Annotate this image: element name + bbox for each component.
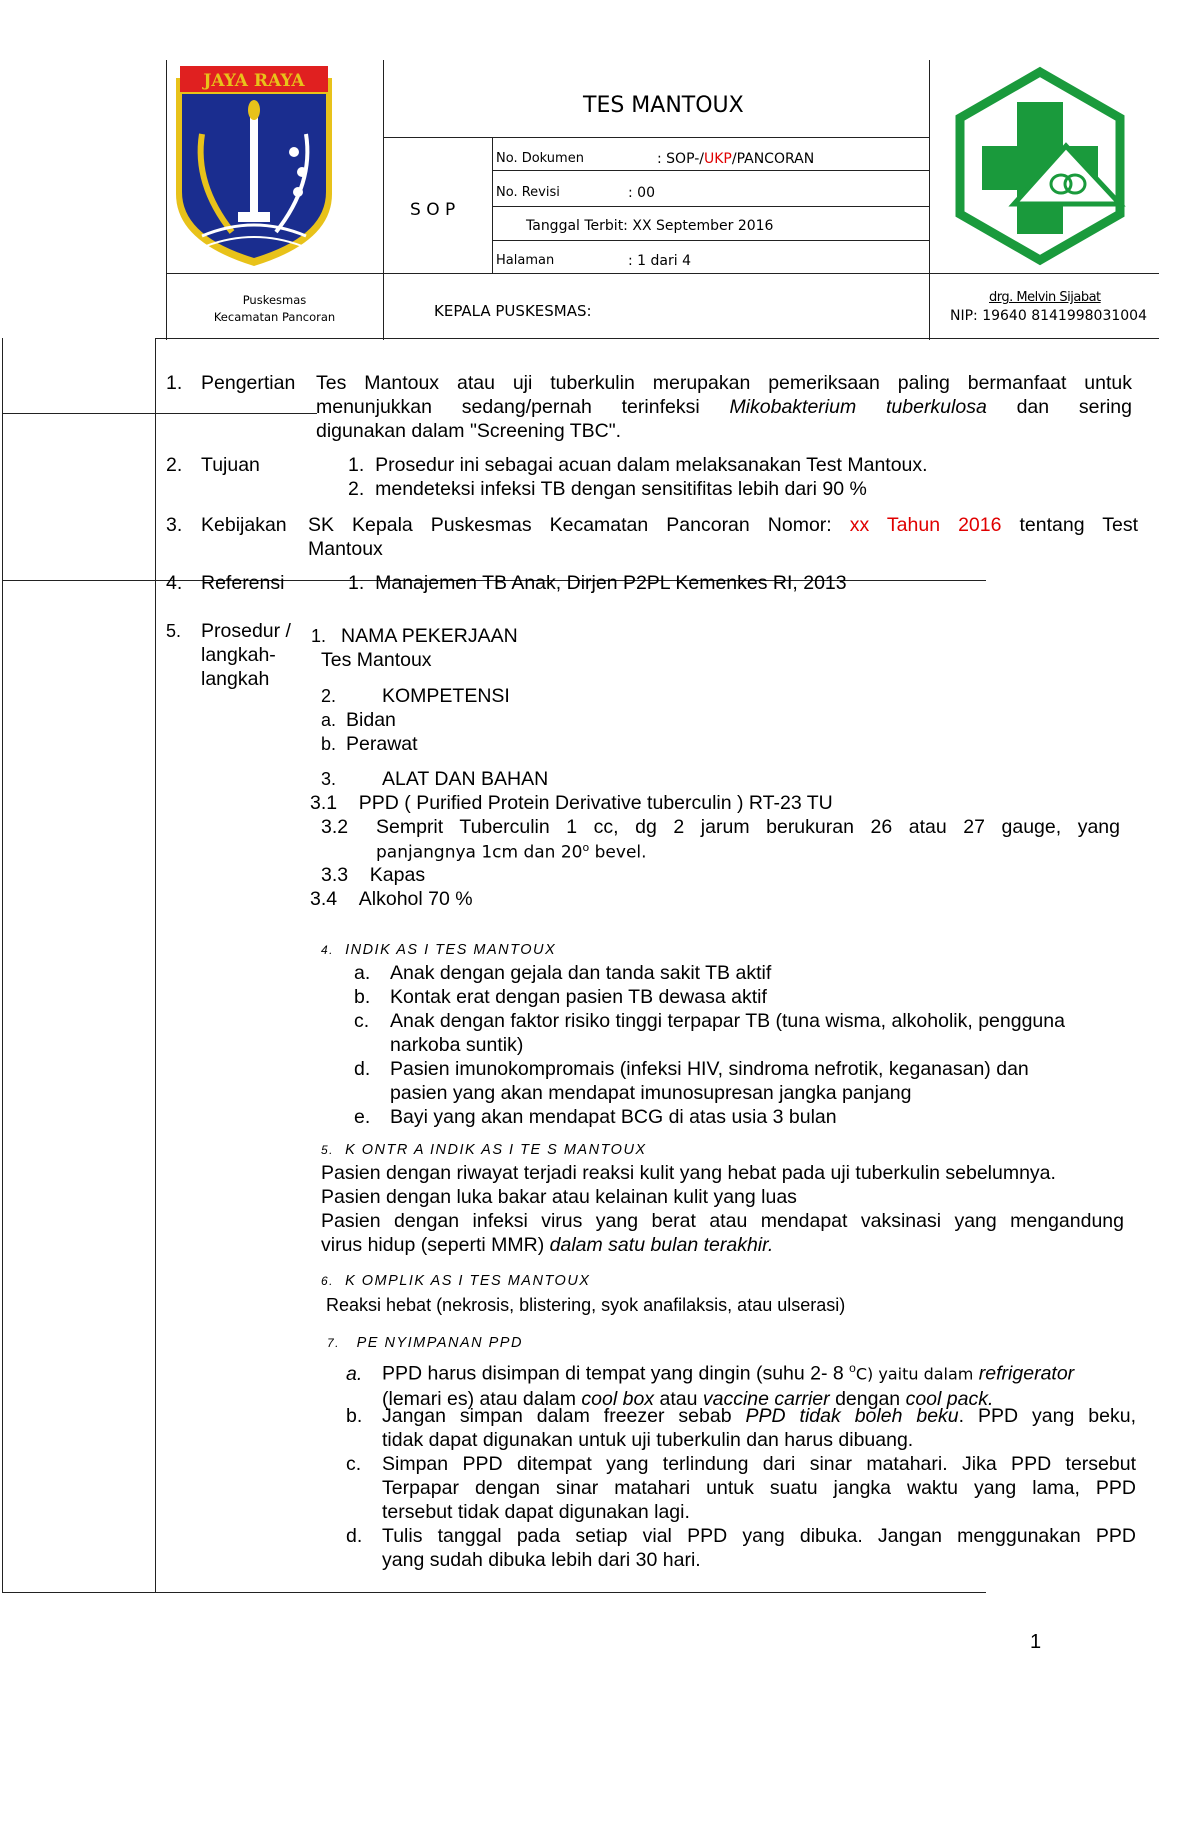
puskesmas-green-cross-icon xyxy=(950,66,1130,266)
material-item: Semprit Tuberculin 1 cc, dg 2 jarum berukuran 26 atau 27 gauge, yang xyxy=(376,816,1120,838)
sop-label: S O P xyxy=(410,200,456,220)
section-5-number: 5. xyxy=(166,621,182,641)
jaya-raya-emblem-icon xyxy=(172,64,336,270)
head-name: drg. Melvin Sijabat xyxy=(989,290,1101,305)
header-line-1 xyxy=(383,137,929,138)
storage-item-a: a. PPD harus disimpan di tempat yang dingin (suhu 2- 8 $^o$C) yaitu dalam refrigerator (lemari es) atau dalam cool box atau vaccine carrier dengan cool pack. xyxy=(346,1361,1075,1410)
body-rule-1 xyxy=(2,413,317,414)
header-line-3 xyxy=(492,206,929,207)
indication-item: a. Anak dengan gejala dan tanda sakit TB aktif xyxy=(354,962,772,984)
revision-value: : 00 xyxy=(628,185,655,201)
page-title: TES MANTOUX xyxy=(583,93,744,118)
body-column-divider xyxy=(155,338,156,1592)
reference-item: 1. Manajemen TB Anak, Dirjen P2PL Kemenkes RI, 2013 xyxy=(348,572,847,594)
competency-item: a. Bidan xyxy=(321,709,396,731)
indication-item-continuation: narkoba suntik) xyxy=(390,1034,524,1056)
doc-number-value: : SOP-/UKP/PANCORAN xyxy=(657,151,815,167)
section-1-number: 1. xyxy=(166,372,183,394)
section-3-text: SK Kepala Puskesmas Kecamatan Pancoran Nomor: xx Tahun 2016 tentang Test Mantoux xyxy=(308,514,1138,560)
indication-item: d. Pasien imunokompromais (infeksi HIV, sindroma nefrotik, keganasan) dan xyxy=(354,1058,1029,1080)
section-3-label: Kebijakan xyxy=(201,514,287,536)
objective-item: 1. Prosedur ini sebagai acuan dalam melaksanakan Test Mantoux. xyxy=(348,454,928,476)
indication-item-continuation: pasien yang akan mendapat imunosupresan jangka panjang xyxy=(390,1082,912,1104)
doc-number-label: No. Dokumen xyxy=(496,151,584,166)
procedure-2-title: KOMPETENSI xyxy=(382,685,510,707)
section-5-label: Prosedur / langkah- langkah xyxy=(201,620,291,690)
objective-item: 2. mendeteksi infeksi TB dengan sensitifitas lebih dari 90 % xyxy=(348,478,867,500)
indication-item: e. Bayi yang akan mendapat BCG di atas usia 3 bulan xyxy=(354,1106,837,1128)
section-1-label: Pengertian xyxy=(201,372,296,394)
section-4-number: 4. xyxy=(166,572,183,594)
indication-list xyxy=(354,961,1124,1129)
issue-date: Tanggal Terbit: XX September 2016 xyxy=(526,218,774,234)
page-label: Halaman xyxy=(496,253,555,268)
header-divider-2 xyxy=(492,137,493,273)
contraindication-line: Pasien dengan riwayat terjadi reaksi kulit yang hebat pada uji tuberkulin sebelumnya. xyxy=(321,1162,1056,1184)
storage-item-d: d. Tulis tanggal pada setiap vial PPD yang dibuka. Jangan menggunakan PPD yang sudah dibuka lebih dari 30 hari. xyxy=(346,1525,1136,1571)
section-2-label: Tujuan xyxy=(201,454,260,476)
procedure-3-number: 3. xyxy=(321,769,337,789)
procedure-1-text: Tes Mantoux xyxy=(321,649,432,671)
page-number: 1 xyxy=(1030,1631,1042,1653)
storage-item-b: b. Jangan simpan dalam freezer sebab PPD tidak boleh beku. PPD yang beku, tidak dapat digunakan untuk uji tuberkulin dan harus dibuang. xyxy=(346,1405,1136,1451)
material-item-continuation: panjangnya 1cm dan 20$^o$ bevel. xyxy=(376,841,647,863)
page-value: : 1 dari 4 xyxy=(628,253,691,269)
header-line-5 xyxy=(166,273,1159,274)
material-item: 3.4 Alkohol 70 % xyxy=(310,888,473,910)
contraindication-line: Pasien dengan luka bakar atau kelainan kulit yang luas xyxy=(321,1186,797,1208)
material-item: 3.3 Kapas xyxy=(321,864,426,886)
procedure-1-title: 1. NAMA PEKERJAAN xyxy=(311,625,518,647)
header-line-4 xyxy=(492,240,929,241)
section-4-label: Referensi xyxy=(201,572,285,594)
body-left-border xyxy=(2,338,3,1592)
header-divider-1 xyxy=(383,60,384,340)
section-1-text: Tes Mantoux atau uji tuberkulin merupakan pemeriksaan paling bermanfaat untuk menunjukkan sedang/pernah terinfeksi Mikobakterium tuberkulosa dan sering digunakan dalam "Screening TBC". xyxy=(316,372,1132,442)
head-label: KEPALA PUSKESMAS: xyxy=(434,302,592,320)
procedure-6-title: 6. K OMPLIK AS I TES MANTOUX xyxy=(321,1273,591,1289)
competency-item: b. Perawat xyxy=(321,733,418,755)
storage-item-c: c. Simpan PPD ditempat yang terlindung dari sinar matahari. Jika PPD tersebut Terpapar dengan sinar matahari untuk suatu jangka waktu yang lama, PPD tersebut tidak dapat digunakan lagi. xyxy=(346,1453,1136,1523)
section-3-number: 3. xyxy=(166,514,183,536)
procedure-2-number: 2. xyxy=(321,686,337,706)
complication-text: Reaksi hebat (nekrosis, blistering, syok anafilaksis, atau ulserasi) xyxy=(326,1295,846,1315)
header-line-2 xyxy=(492,170,929,171)
revision-label: No. Revisi xyxy=(496,185,560,200)
head-nip: NIP: 19640 8141998031004 xyxy=(950,308,1147,324)
procedure-5-title: 5. K ONTR A INDIK AS I TE S MANTOUX xyxy=(321,1142,647,1158)
procedure-4-title: 4. INDIK AS I TES MANTOUX xyxy=(321,942,557,958)
body-bottom-border xyxy=(2,1592,986,1593)
section-2-number: 2. xyxy=(166,454,183,476)
svg-text:JAYA RAYA: JAYA RAYA xyxy=(203,71,305,91)
indication-item: b. Kontak erat dengan pasien TB dewasa aktif xyxy=(354,986,767,1008)
material-item: 3.1 PPD ( Purified Protein Derivative tuberculin ) RT-23 TU xyxy=(310,792,833,814)
org-name: Puskesmas Kecamatan Pancoran xyxy=(213,293,336,324)
contraindication-line: virus hidup (seperti MMR) dalam satu bulan terakhir. xyxy=(321,1234,774,1256)
contraindication-list xyxy=(321,1161,1124,1257)
contraindication-line: Pasien dengan infeksi virus yang berat atau mendapat vaksinasi yang mengandung xyxy=(321,1210,1124,1232)
procedure-3-title: ALAT DAN BAHAN xyxy=(382,768,549,790)
procedure-7-title: 7. PE NYIMPANAN PPD xyxy=(327,1335,523,1351)
material-number: 3.2 xyxy=(321,816,349,838)
header-divider-3 xyxy=(929,60,930,340)
header-line-6 xyxy=(155,338,1159,339)
indication-item: c. Anak dengan faktor risiko tinggi terpapar TB (tuna wisma, alkoholik, pengguna xyxy=(354,1010,1065,1032)
